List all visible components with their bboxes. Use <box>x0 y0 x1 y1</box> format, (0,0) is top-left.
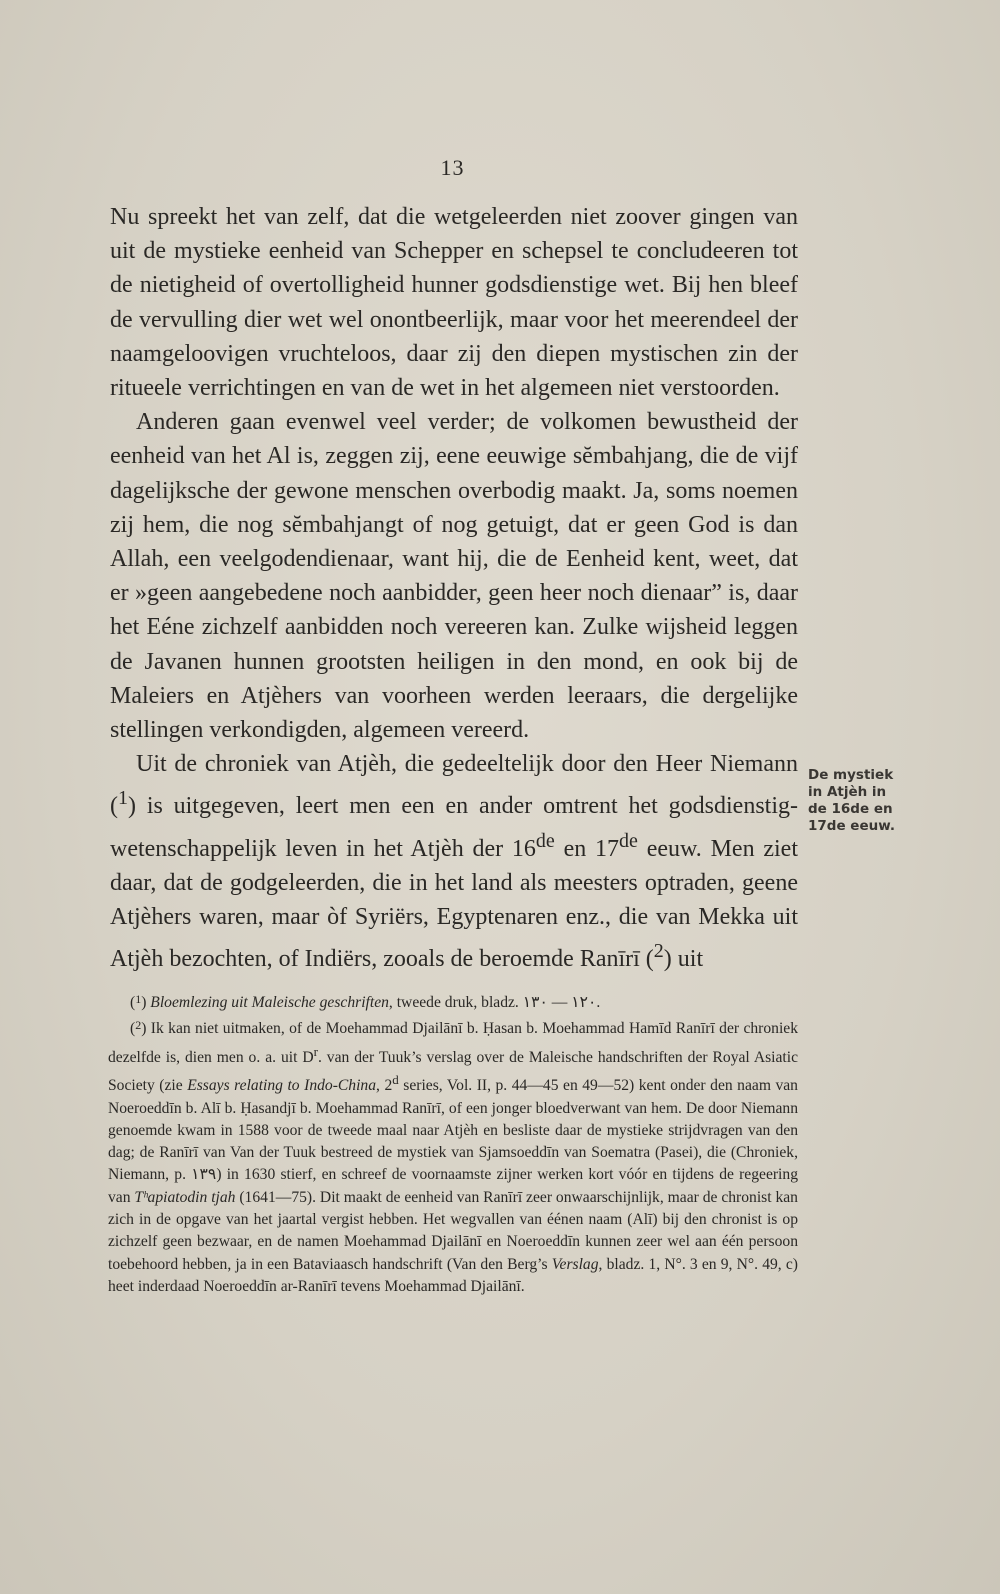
paragraph <box>110 747 798 976</box>
paragraph-text: ) is uitgegeven, leert men een en ander omtrent het godsdienstig-wetenschappelijk leven in het Atjèh der 16 <box>110 793 798 862</box>
footnote-source: Bloemlezing uit Maleische geschriften <box>150 994 389 1011</box>
footnote: ($^1$) Bloemlezing uit Maleische geschriften, tweede druk, bladz. ١٢٠ — ١٣٠. <box>130 992 601 1011</box>
footnote-text: . van der Tuuk’s verslag over de Maleische handschriften der Royal Asiatic Society (zie <box>108 1048 798 1095</box>
margin-note: De mystiek in Atjèh in de 16de en 17de eeuw. <box>808 767 895 834</box>
paragraph-text: Uit de chroniek van Atjèh, die gedeeltelijk door den Heer Niemann ( <box>110 751 798 820</box>
footnote-text: , 2 <box>376 1077 393 1095</box>
ruler-name: Tʰapiatodin tjah <box>134 1188 236 1206</box>
century-suffix: de <box>619 829 638 852</box>
footnote-text: series, Vol. II, p. 44—45 en 49—52) kent onder den naam van Noeroeddīn b. Alī b. Ḥasandjī b. Moehammad Ranīrī, of een jonger bloedverwant van hem. De door Niemann genoemde kwam in 1588 voor de tweede maal naar Atjèh en besliste daar de mystieke strijdvragen van den dag; de Ranīrī van Van der Tuuk bestreed de mystiek van Sjamsoeddīn van Soematra (Pasei), die (Chroniek, Niemann, p. ١٣٩) in 1630 stierf, en schreef de voornaamste zijner werken kort vóór en tijdens de regeering van <box>108 1077 798 1206</box>
abbreviation-suffix: r <box>313 1043 318 1059</box>
footnote-text: , bladz. 1, N°. 3 en 9, N°. 49, c) heet inderdaad Noeroeddīn ar-Ranīrī tevens Moehammad Djailānī. <box>108 1255 798 1295</box>
ordinal-suffix: d <box>392 1072 399 1088</box>
paragraph-text: eeuw. Men ziet daar, dat de godgeleerden, die in het land als meesters optraden, geene Atjèhers waren, maar òf Syriërs, Egyptenaren enz., die van Mekka uit Atjèh bezochten, of Indiërs, zooals de beroemde Ranīrī ( <box>110 835 799 973</box>
footnotes <box>108 988 798 1298</box>
paragraph-text: ) uit <box>663 946 704 973</box>
page-number: 13 <box>440 155 465 180</box>
footnote-reference: 2 <box>653 940 664 963</box>
footnote-marker: 2 <box>135 1018 142 1033</box>
main-text <box>110 200 798 976</box>
book-title: Verslag <box>551 1255 599 1273</box>
paragraph: Nu spreekt het van zelf, dat die wetgeleerden niet zoover gingen van uit de mystieke eenheid van Schepper en schepsel te concludeeren tot de nietigheid of overtolligheid hunner godsdienstige wet. Bij hen bleef de vervulling dier wet wel onontbeerlijk, maar voor het meerendeel der naamgeloovigen vruchteloos, daar zij den diepen mystischen zin der ritueele verrichtingen en van de wet in het algemeen niet verstoorden. <box>110 204 798 402</box>
century-suffix: de <box>535 829 555 852</box>
footnote-reference: 1 <box>118 787 128 810</box>
paragraph-text: en 17 <box>554 835 620 862</box>
footnote-text: (1641—75). Dit maakt de eenheid van Ranīrī zeer onwaarschijnlijk, maar de chronist kan zich in de opgave van het jaartal vergist hebben. Het wegvallen van éénen naam (Alī) bij den chronist is op zichzelf geen bezwaar, en de namen Moehammad Djailānī en Noeroeddīn kunnen zeer wel aan één persoon toebehoord hebben, ja in een Bataviaasch handschrift (Van den Berg’s <box>108 1188 798 1273</box>
footnote-text: Ik kan niet uitmaken, of de Moehammad Djailānī b. Ḥasan b. Moehammad Hamīd Ranīrī der chroniek dezelfde is, dien men o. a. uit D <box>108 1020 799 1066</box>
footnote: ($^2$) Ik kan niet uitmaken, of de Moehammad Djailānī b. Ḥasan b. Moehammad Hamīd Ranīrī der chroniek dezelfde is, dien men o. a. uit $D^r$. van der Tuuk’s verslag over de Maleische handschriften der Royal Asiatic Society (zie Essays relating to Indo-China, 2$^d$ series, Vol. II, p. 44—45 en 49—52) kent onder den naam van Noeroeddīn b. Alī b. Ḥasandjī b. Moehammad Ranīrī, of een jonger bloedverwant van hem. De door Niemann genoemde kwam in 1588 voor de tweede maal naar Atjèh en besliste daar de mystieke strijdvragen van den dag; de Ranīrī van Van der Tuuk bestreed de mystiek van Sjamsoeddīn van Soematra (Pasei), die (Chroniek, Niemann, p. ١٣٩) in 1630 stierf, en schreef de voornaamste zijner werken kort vóór en tijdens de regeering van Tʰapiatodin tjah (1641—75). Dit maakt de eenheid van Ranīrī zeer onwaarschijnlijk, maar de chronist kan zich in de opgave van het jaartal vergist hebben. Het wegvallen van éénen naam (Alī) bij den chronist is op zichzelf geen bezwaar, en de namen Moehammad Djailānī en Noeroeddīn kunnen zeer wel aan één persoon toebehoord hebben, ja in een Bataviaasch handschrift (Van den Berg’s Verslag, bladz. 1, N°. 3 en 9, N°. 49, c) heet inderdaad Noeroeddīn ar-Ranīrī tevens Moehammad Djailānī. <box>108 1018 799 1295</box>
footnote-text: , tweede druk, bladz. ١٢٠ — ١٣٠. <box>388 994 601 1011</box>
book-title: Essays relating to Indo-China <box>187 1077 377 1095</box>
paragraph: Anderen gaan evenwel veel verder; de volkomen bewustheid der eenheid van het Al is, zeggen zij, eene eeuwige sĕmbahjang, die de vijf dagelijksche der gewone menschen overbodig maakt. Ja, soms noemen zij hem, die nog sĕmbahjangt of nog getuigt, dat er geen God is dan Allah, een veelgodendienaar, want hij, die de Eenheid kent, weet, dat er »geen aangebedene noch aanbidder, geen heer noch dienaar” is, daar het Eéne zichzelf aanbidden noch vereeren kan. Zulke wijsheid leggen de Javanen hunnen grootsten heiligen in den mond, en ook bij de Maleiers en Atjèhers van voorheen werden leeraars, die dergelijke stellingen verkondigden, algemeen vereerd. <box>110 409 798 744</box>
footnote-marker: 1 <box>135 992 142 1006</box>
